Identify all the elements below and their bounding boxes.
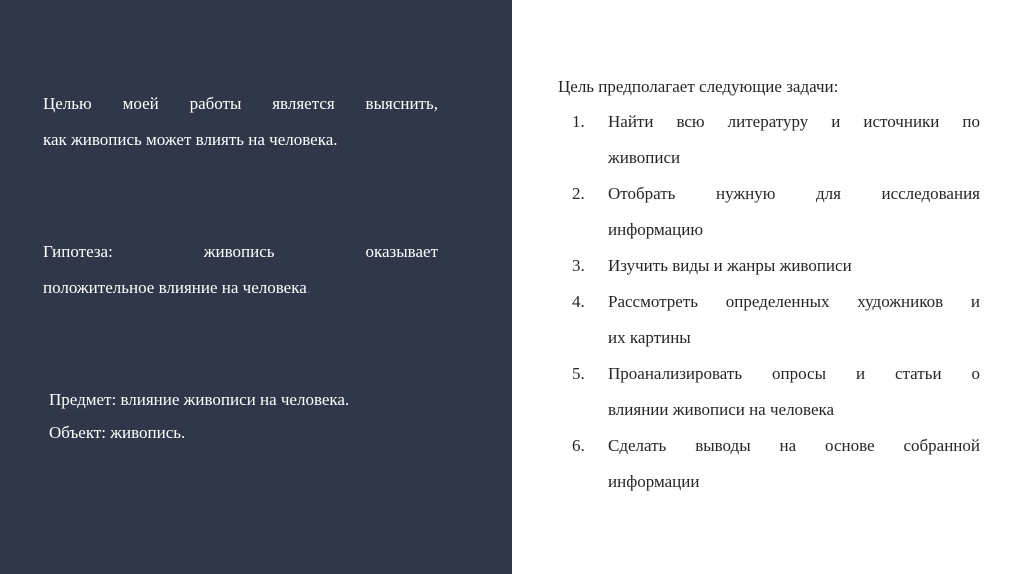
task-text xyxy=(608,248,980,284)
tasks-list xyxy=(558,104,980,500)
task-text-line-2: их картины xyxy=(608,328,691,347)
task-text-line-2: информацию xyxy=(608,220,704,239)
task-item-4 xyxy=(558,284,980,356)
task-text xyxy=(608,176,980,248)
task-text-line-2: живописи xyxy=(608,148,681,167)
task-text-line-1: Найти всю литературу и источники по xyxy=(608,112,980,131)
tasks-title: Цель предполагает следующие задачи: xyxy=(558,77,839,96)
task-text-line-1: Изучить виды и жанры живописи xyxy=(608,256,852,275)
subject-statement: Предмет: влияние живописи на человека. xyxy=(49,390,350,409)
task-text xyxy=(608,284,980,356)
goal-statement xyxy=(43,86,438,158)
goal-line-1: Целью моей работы является выяснить, xyxy=(43,94,438,113)
task-number: 2. xyxy=(572,184,585,203)
task-text xyxy=(608,428,980,500)
task-text-line-2: информации xyxy=(608,472,700,491)
task-item-5 xyxy=(558,356,980,428)
hypothesis-statement xyxy=(43,234,438,306)
task-text-line-1: Отобрать нужную для исследования xyxy=(608,184,980,203)
goal-line-2: как живопись может влиять на человека. xyxy=(43,130,338,149)
task-number: 3. xyxy=(572,256,585,275)
right-panel xyxy=(512,0,1024,574)
task-text-line-1: Рассмотреть определенных художников и xyxy=(608,292,980,311)
task-item-1 xyxy=(558,104,980,176)
task-text-line-2: влиянии живописи на человека xyxy=(608,400,835,419)
task-text xyxy=(608,356,980,428)
hypothesis-line-2: положительное влияние на человека xyxy=(43,278,307,297)
task-number: 1. xyxy=(572,112,585,131)
task-item-3 xyxy=(558,248,980,284)
subject-object-block xyxy=(49,383,469,449)
task-text-line-1: Сделать выводы на основе собранной xyxy=(608,436,980,455)
object-statement: Объект: живопись. xyxy=(49,423,186,442)
hypothesis-end-mark: . xyxy=(306,278,312,297)
task-number: 6. xyxy=(572,436,585,455)
task-text xyxy=(608,104,980,176)
task-text-line-1: Проанализировать опросы и статьи о xyxy=(608,364,980,383)
task-item-2 xyxy=(558,176,980,248)
task-number: 4. xyxy=(572,292,585,311)
task-item-6 xyxy=(558,428,980,500)
hypothesis-line-1: Гипотеза: живопись оказывает xyxy=(43,242,438,261)
task-number: 5. xyxy=(572,364,585,383)
